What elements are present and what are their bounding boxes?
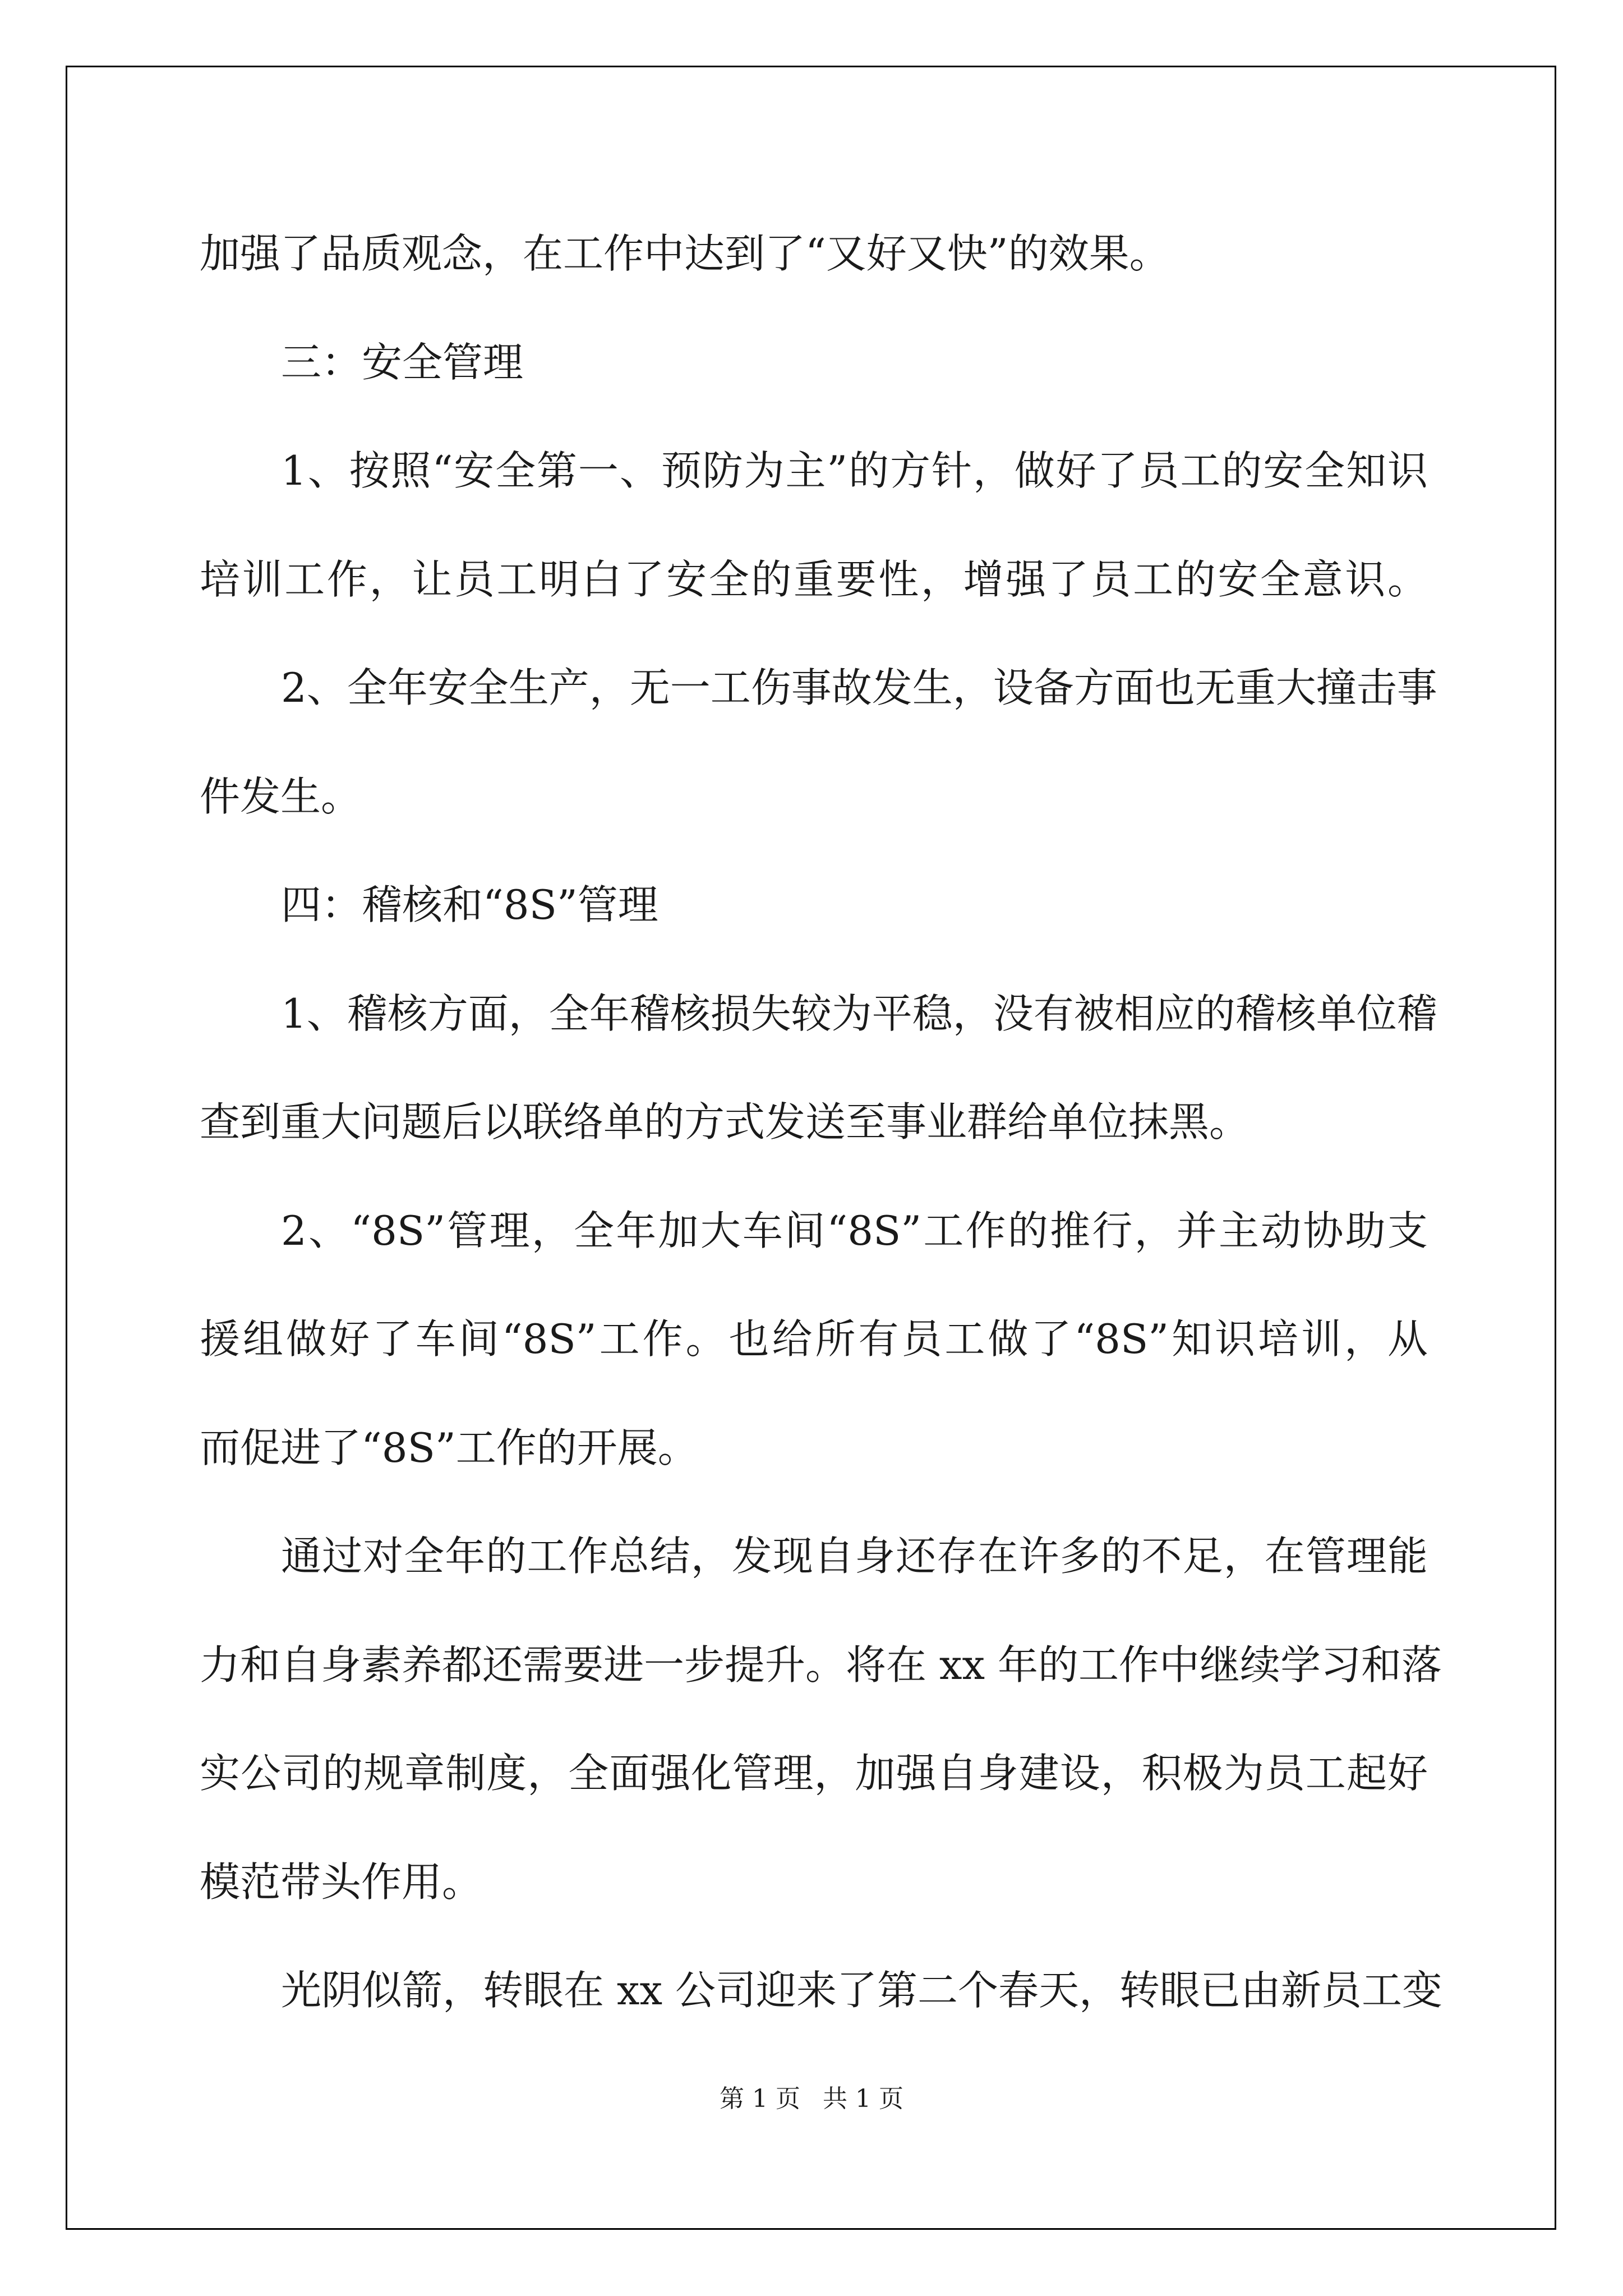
document-body: [200, 219, 1442, 2064]
text-line: 三：安全管理: [281, 338, 524, 386]
text-line: 力和自身素养都还需要进一步提升。将在 xx 年的工作中继续学习和落: [200, 1641, 1442, 1688]
text-line: 件发生。: [200, 772, 362, 820]
page-footer: [0, 2082, 1623, 2116]
text-line: 援组做好了车间“8S”工作。也给所有员工做了“8S”知识培训，从: [200, 1315, 1428, 1363]
text-line: 模范带头作用。: [200, 1858, 483, 1906]
text-line: 而促进了“8S”工作的开展。: [200, 1424, 698, 1471]
page-number: 第 1 页: [720, 2085, 800, 2113]
text-line: 查到重大问题后以联络单的方式发送至事业群给单位抹黑。: [200, 1098, 1250, 1145]
page-total: 共 1 页: [823, 2085, 903, 2113]
text-line: 通过对全年的工作总结，发现自身还存在许多的不足，在管理能: [281, 1533, 1428, 1580]
text-line: 光阴似箭，转眼在 xx 公司迎来了第二个春天，转眼已由新员工变: [281, 1967, 1442, 2014]
text-line: 1、按照“安全第一、预防为主”的方针，做好了员工的安全知识: [281, 447, 1428, 494]
text-line: 2、“8S”管理，全年加大车间“8S”工作的推行，并主动协助支: [281, 1207, 1428, 1254]
text-line: 2、全年安全生产，无一工伤事故发生，设备方面也无重大撞击事: [281, 664, 1437, 711]
text-line: 四：稽核和“8S”管理: [281, 881, 658, 928]
text-line: 培训工作，让员工明白了安全的重要性，增强了员工的安全意识。: [200, 555, 1428, 603]
text-line: 实公司的规章制度，全面强化管理，加强自身建设，积极为员工起好: [200, 1750, 1428, 1797]
text-line: 1、稽核方面，全年稽核损失较为平稳，没有被相应的稽核单位稽: [281, 990, 1437, 1037]
text-line: 加强了品质观念，在工作中达到了“又好又快”的效果。: [200, 230, 1170, 277]
